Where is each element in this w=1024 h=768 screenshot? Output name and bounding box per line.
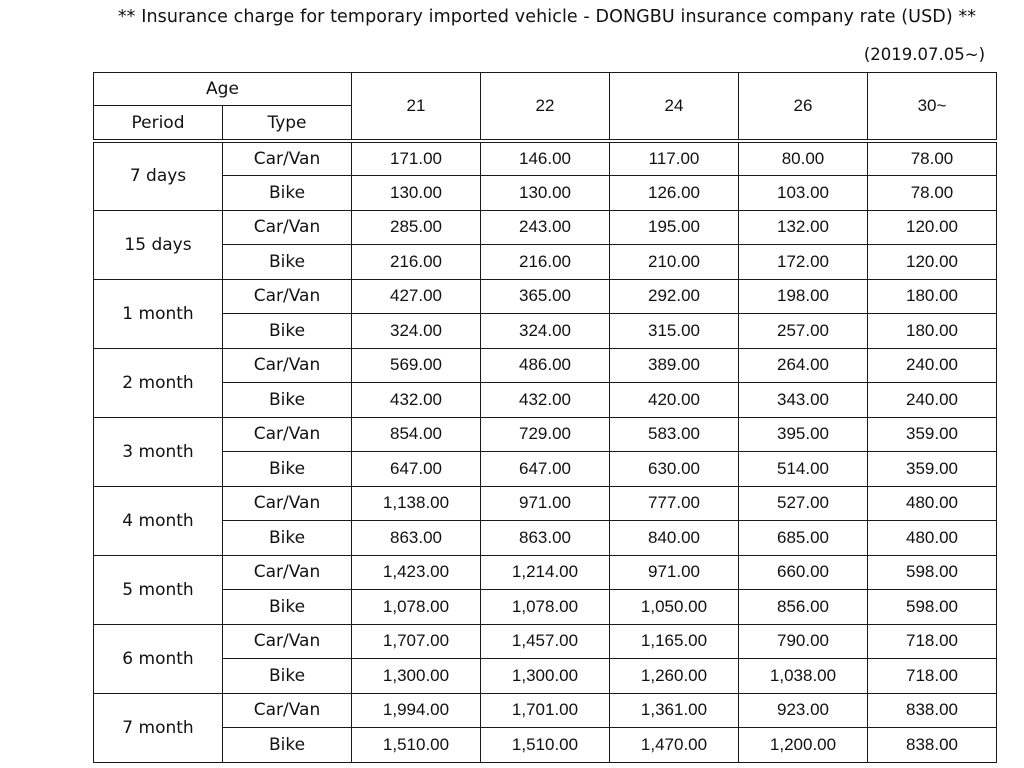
period-cell: 2 month [94,348,223,417]
rate-cell: 146.00 [481,141,610,176]
rate-cell: 1,707.00 [352,624,481,659]
rate-cell: 180.00 [868,314,997,349]
type-cell: Car/Van [223,348,352,383]
table-header [94,73,997,142]
table-row [94,176,997,211]
table-row [94,521,997,556]
type-cell: Bike [223,176,352,211]
rate-cell: 598.00 [868,590,997,625]
period-cell: 7 days [94,141,223,210]
rate-cell: 856.00 [739,590,868,625]
type-cell: Car/Van [223,555,352,590]
rate-cell: 1,038.00 [739,659,868,694]
period-cell: 15 days [94,210,223,279]
rate-cell: 1,260.00 [610,659,739,694]
table-row [94,486,997,521]
age-header: Age [94,73,352,106]
type-cell: Bike [223,590,352,625]
rate-cell: 838.00 [868,728,997,763]
rate-cell: 180.00 [868,279,997,314]
age-column-header: 30~ [868,73,997,142]
table-row [94,659,997,694]
period-cell: 6 month [94,624,223,693]
rate-cell: 514.00 [739,452,868,487]
type-cell: Car/Van [223,417,352,452]
rate-cell: 420.00 [610,383,739,418]
rate-cell: 569.00 [352,348,481,383]
period-cell: 5 month [94,555,223,624]
rate-cell: 1,078.00 [352,590,481,625]
period-header: Period [94,106,223,142]
rate-cell: 359.00 [868,452,997,487]
table-row [94,555,997,590]
rate-cell: 971.00 [481,486,610,521]
rate-cell: 78.00 [868,141,997,176]
period-cell: 7 month [94,693,223,762]
rate-cell: 132.00 [739,210,868,245]
rate-cell: 1,361.00 [610,693,739,728]
rate-cell: 80.00 [739,141,868,176]
rate-cell: 324.00 [352,314,481,349]
period-cell: 1 month [94,279,223,348]
rate-cell: 1,994.00 [352,693,481,728]
type-cell: Car/Van [223,693,352,728]
rate-cell: 216.00 [481,245,610,280]
rate-cell: 971.00 [610,555,739,590]
rate-cell: 718.00 [868,624,997,659]
rate-cell: 777.00 [610,486,739,521]
rate-cell: 172.00 [739,245,868,280]
table-row [94,417,997,452]
type-cell: Bike [223,521,352,556]
rate-cell: 195.00 [610,210,739,245]
rate-cell: 343.00 [739,383,868,418]
rate-cell: 359.00 [868,417,997,452]
rate-cell: 130.00 [481,176,610,211]
period-cell: 3 month [94,417,223,486]
table-row [94,452,997,487]
rate-cell: 1,423.00 [352,555,481,590]
age-column-header: 26 [739,73,868,142]
rate-cell: 264.00 [739,348,868,383]
type-cell: Bike [223,383,352,418]
rate-cell: 1,510.00 [352,728,481,763]
rate-cell: 685.00 [739,521,868,556]
rate-cell: 583.00 [610,417,739,452]
rate-cell: 210.00 [610,245,739,280]
rate-cell: 647.00 [481,452,610,487]
rate-cell: 630.00 [610,452,739,487]
rate-cell: 480.00 [868,486,997,521]
rate-cell: 1,300.00 [352,659,481,694]
rate-cell: 840.00 [610,521,739,556]
rate-cell: 198.00 [739,279,868,314]
rate-cell: 120.00 [868,210,997,245]
rate-cell: 527.00 [739,486,868,521]
rate-cell: 130.00 [352,176,481,211]
rate-cell: 1,510.00 [481,728,610,763]
rate-cell: 854.00 [352,417,481,452]
rate-cell: 647.00 [352,452,481,487]
rate-cell: 240.00 [868,348,997,383]
rate-cell: 171.00 [352,141,481,176]
rate-cell: 790.00 [739,624,868,659]
rate-cell: 1,300.00 [481,659,610,694]
rate-cell: 863.00 [481,521,610,556]
rate-cell: 1,138.00 [352,486,481,521]
rate-cell: 838.00 [868,693,997,728]
rate-cell: 432.00 [352,383,481,418]
rate-cell: 1,050.00 [610,590,739,625]
table-row [94,383,997,418]
rate-cell: 315.00 [610,314,739,349]
rate-cell: 120.00 [868,245,997,280]
type-cell: Car/Van [223,624,352,659]
type-cell: Bike [223,728,352,763]
table-row [94,141,997,176]
rate-cell: 240.00 [868,383,997,418]
type-cell: Bike [223,245,352,280]
table-row [94,728,997,763]
period-cell: 4 month [94,486,223,555]
type-cell: Car/Van [223,486,352,521]
rate-cell: 395.00 [739,417,868,452]
type-cell: Car/Van [223,210,352,245]
table-row [94,348,997,383]
rate-cell: 432.00 [481,383,610,418]
table-row [94,314,997,349]
rate-cell: 1,214.00 [481,555,610,590]
age-column-header: 22 [481,73,610,142]
rate-cell: 1,078.00 [481,590,610,625]
age-column-header: 21 [352,73,481,142]
rate-cell: 480.00 [868,521,997,556]
table-row [94,693,997,728]
age-column-header: 24 [610,73,739,142]
rate-cell: 923.00 [739,693,868,728]
rate-cell: 427.00 [352,279,481,314]
rate-table [93,72,997,763]
effective-date: (2019.07.05~) [863,45,985,64]
rate-cell: 257.00 [739,314,868,349]
rate-cell: 729.00 [481,417,610,452]
rate-cell: 1,701.00 [481,693,610,728]
table-row [94,210,997,245]
rate-cell: 660.00 [739,555,868,590]
rate-cell: 292.00 [610,279,739,314]
rate-cell: 863.00 [352,521,481,556]
table-row [94,245,997,280]
rate-cell: 243.00 [481,210,610,245]
table-row [94,624,997,659]
type-header: Type [223,106,352,142]
rate-cell: 103.00 [739,176,868,211]
rate-cell: 117.00 [610,141,739,176]
rate-cell: 1,200.00 [739,728,868,763]
rate-cell: 598.00 [868,555,997,590]
rate-cell: 365.00 [481,279,610,314]
rate-cell: 78.00 [868,176,997,211]
type-cell: Car/Van [223,279,352,314]
rate-cell: 285.00 [352,210,481,245]
rate-cell: 126.00 [610,176,739,211]
rate-cell: 389.00 [610,348,739,383]
type-cell: Car/Van [223,141,352,176]
type-cell: Bike [223,452,352,487]
document-title: ** Insurance charge for temporary imported vehicle - DONGBU insurance company rate (USD) ** [117,7,977,27]
rate-cell: 1,165.00 [610,624,739,659]
table-body [94,141,997,762]
rate-cell: 1,470.00 [610,728,739,763]
type-cell: Bike [223,659,352,694]
rate-cell: 324.00 [481,314,610,349]
rate-cell: 718.00 [868,659,997,694]
type-cell: Bike [223,314,352,349]
table-row [94,279,997,314]
rate-cell: 216.00 [352,245,481,280]
rate-cell: 486.00 [481,348,610,383]
table-row [94,590,997,625]
rate-cell: 1,457.00 [481,624,610,659]
